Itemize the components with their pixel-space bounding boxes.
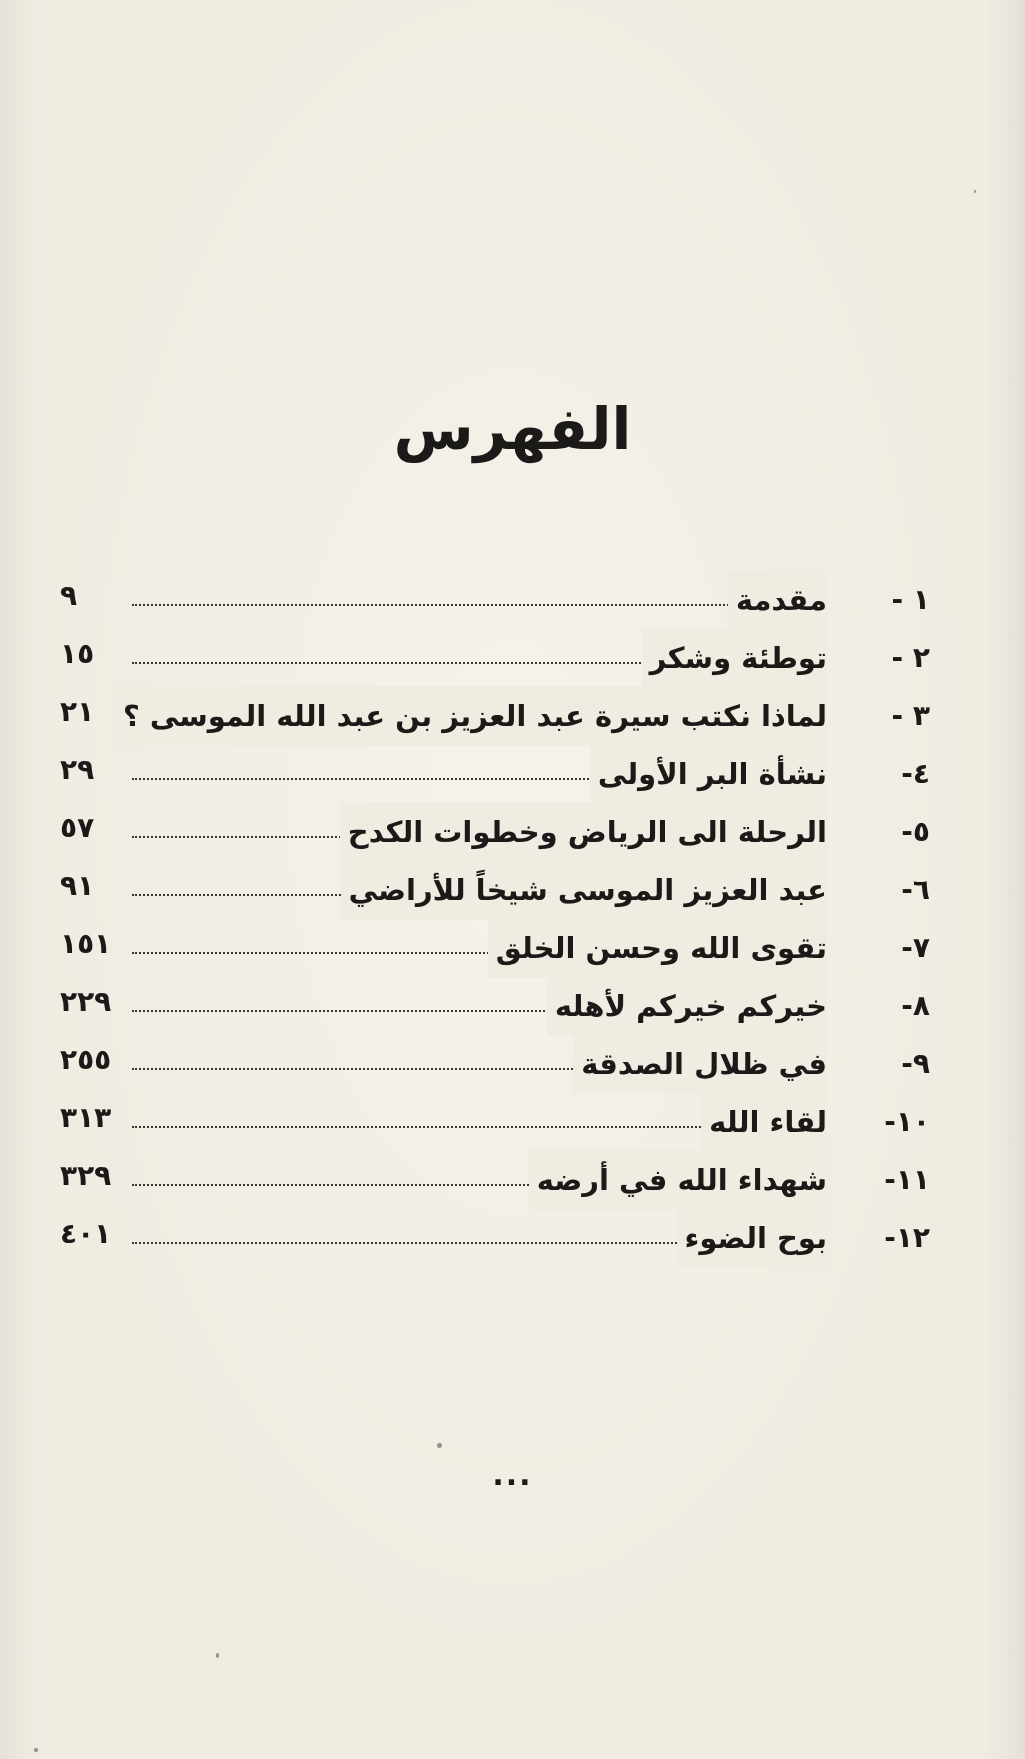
- toc-entry-title: شهداء الله في أرضه: [529, 1150, 827, 1210]
- toc-entry-page: ٩: [60, 579, 78, 612]
- toc-entry-page: ٢٩: [60, 753, 95, 786]
- toc-entry-page: ٣١٣: [60, 1101, 112, 1134]
- toc-entry-page: ٣٢٩: [60, 1159, 112, 1192]
- toc-row: [0, 802, 1025, 862]
- paper-speck: [216, 1653, 219, 1658]
- toc-row: [0, 570, 1025, 630]
- paper-speck: [974, 190, 976, 193]
- toc-entry-title: عبد العزيز الموسى شيخاً للأراضي: [341, 860, 827, 920]
- toc-entry-number: ١١-: [884, 1163, 930, 1196]
- toc-entry-number: ٨-: [901, 989, 930, 1022]
- toc-entry-title: في ظلال الصدقة: [573, 1034, 827, 1094]
- toc-row: [0, 1208, 1025, 1268]
- toc-row: [0, 1092, 1025, 1152]
- toc-row: [0, 976, 1025, 1036]
- toc-entry-number: ٤-: [901, 757, 930, 790]
- toc-row: [0, 1034, 1025, 1094]
- toc-entry-title: تقوى الله وحسن الخلق: [488, 918, 827, 978]
- toc-entry-number: ٧-: [901, 931, 930, 964]
- toc-row: [0, 860, 1025, 920]
- toc-entry-title: لماذا نكتب سيرة عبد العزيز بن عبد الله الموسى ؟: [115, 686, 827, 746]
- toc-entry-page: ٩١: [60, 869, 95, 902]
- toc-row: [0, 1150, 1025, 1210]
- toc-row: [0, 628, 1025, 688]
- page-title: الفهرس: [393, 395, 632, 463]
- toc-entry-title: الرحلة الى الرياض وخطوات الكدح: [340, 802, 827, 862]
- toc-entry-number: ٦-: [901, 873, 930, 906]
- paper-speck: [437, 1443, 442, 1448]
- toc-entry-page: ١٥١: [60, 927, 112, 960]
- toc-entry-title: توطئة وشكر: [642, 628, 827, 688]
- toc-entry-page: ٢٢٩: [60, 985, 112, 1018]
- toc-entry-title: لقاء الله: [701, 1092, 827, 1152]
- paper-speck: [34, 1748, 38, 1752]
- toc-entry-number: ١٢-: [884, 1221, 930, 1254]
- toc-row: [0, 686, 1025, 746]
- dot-leader: [132, 604, 825, 606]
- toc-entry-title: مقدمة: [728, 570, 827, 630]
- toc-entry-page: ١٥: [60, 637, 95, 670]
- toc-row: [0, 918, 1025, 978]
- toc-entry-page: ٢٥٥: [60, 1043, 112, 1076]
- toc-entry-title: بوح الضوء: [677, 1208, 827, 1268]
- toc-entry-title: خيركم خيركم لأهله: [547, 976, 827, 1036]
- toc-entry-number: ١ -: [891, 583, 930, 616]
- toc-entry-number: ٩-: [901, 1047, 930, 1080]
- toc-entry-number: ٣ -: [891, 699, 930, 732]
- toc-entry-page: ٥٧: [60, 811, 95, 844]
- end-ornament: ...: [492, 1458, 533, 1493]
- toc-entry-number: ٢ -: [891, 641, 930, 674]
- toc-entry-page: ٢١: [60, 695, 95, 728]
- toc-entry-title: نشأة البر الأولى: [590, 744, 827, 804]
- toc-entry-number: ١٠-: [884, 1105, 930, 1138]
- toc-entry-number: ٥-: [901, 815, 930, 848]
- toc-row: [0, 744, 1025, 804]
- toc-entry-page: ٤٠١: [60, 1217, 112, 1250]
